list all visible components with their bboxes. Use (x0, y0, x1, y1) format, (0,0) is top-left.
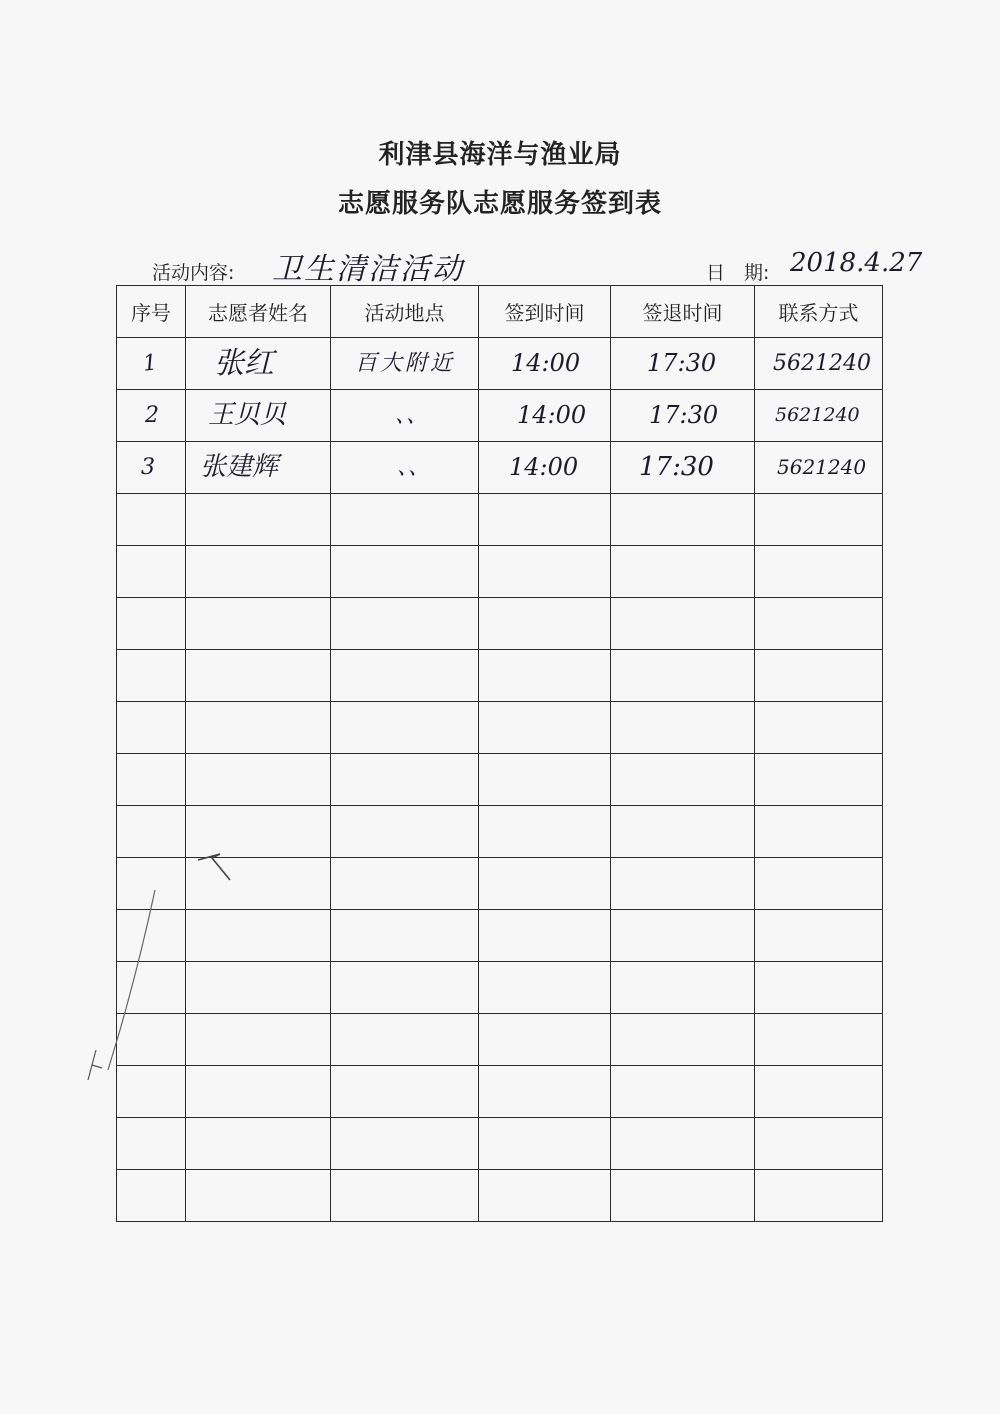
activity-label: 活动内容: (152, 262, 235, 284)
cell-sign-out-time (611, 1066, 755, 1118)
cell-no (117, 702, 186, 754)
cell-place (331, 1066, 479, 1118)
cell-place: 、、 (331, 390, 479, 442)
column-header: 志愿者姓名 (186, 286, 331, 338)
cell-contact: 5621240 (755, 442, 883, 494)
table-row (117, 338, 883, 390)
cell-sign-in-time (479, 1014, 611, 1066)
cell-sign-in-time (479, 598, 611, 650)
cell-name: 王贝贝 (186, 390, 331, 442)
cell-sign-in-time (479, 962, 611, 1014)
cell-sign-in-time (479, 1066, 611, 1118)
column-header: 签到时间 (479, 286, 611, 338)
cell-name (186, 598, 331, 650)
cell-sign-out-time (611, 910, 755, 962)
cell-place (331, 1170, 479, 1222)
cell-contact (755, 910, 883, 962)
cell-sign-in-time (479, 1118, 611, 1170)
cell-place (331, 702, 479, 754)
cell-sign-out-time: 17:30 (611, 442, 755, 494)
date-label: 日 期: (706, 262, 770, 284)
cell-contact (755, 702, 883, 754)
cell-sign-out-time (611, 650, 755, 702)
title-form: 志愿服务队志愿服务签到表 (337, 189, 662, 219)
cell-sign-out-time (611, 858, 755, 910)
cell-no (117, 754, 186, 806)
cell-name (186, 494, 331, 546)
cell-place (331, 962, 479, 1014)
cell-name: 张建辉 (186, 442, 331, 494)
cell-no: 1 (117, 338, 186, 390)
table-row-empty (117, 650, 883, 702)
cell-place (331, 754, 479, 806)
cell-sign-in-time (479, 806, 611, 858)
cell-contact (755, 494, 883, 546)
cell-sign-in-time (479, 494, 611, 546)
table-row-empty (117, 1170, 883, 1222)
cell-sign-out-time (611, 494, 755, 546)
table-row-empty (117, 754, 883, 806)
cell-place (331, 598, 479, 650)
cell-sign-out-time (611, 1118, 755, 1170)
cell-sign-out-time (611, 702, 755, 754)
cell-contact: 5621240 (755, 338, 883, 390)
cell-place (331, 650, 479, 702)
cell-contact (755, 806, 883, 858)
cell-contact (755, 598, 883, 650)
cell-no (117, 494, 186, 546)
cell-place: 百大附近 (331, 338, 479, 390)
cell-place (331, 910, 479, 962)
cell-sign-in-time (479, 858, 611, 910)
cell-contact (755, 962, 883, 1014)
cell-sign-in-time (479, 546, 611, 598)
column-header: 签退时间 (611, 286, 755, 338)
cell-contact (755, 1118, 883, 1170)
column-header: 联系方式 (755, 286, 883, 338)
cell-sign-out-time (611, 546, 755, 598)
cell-name (186, 1118, 331, 1170)
cell-place (331, 806, 479, 858)
activity-value-handwritten: 卫生清洁活动 (272, 252, 464, 287)
cell-no: 3 (117, 442, 186, 494)
cell-contact (755, 858, 883, 910)
cell-name (186, 650, 331, 702)
cell-sign-in-time (479, 650, 611, 702)
cell-name (186, 546, 331, 598)
cell-no (117, 650, 186, 702)
cell-sign-out-time (611, 962, 755, 1014)
title-organization: 利津县海洋与渔业局 (378, 140, 622, 170)
cell-sign-out-time (611, 1170, 755, 1222)
cell-no (117, 1170, 186, 1222)
cell-sign-in-time: 14:00 (479, 390, 611, 442)
cell-sign-in-time: 14:00 (479, 338, 611, 390)
table-row-empty (117, 1118, 883, 1170)
cell-sign-out-time: 17:30 (611, 390, 755, 442)
cell-no (117, 598, 186, 650)
cell-name (186, 1170, 331, 1222)
cell-place (331, 546, 479, 598)
table-row (117, 390, 883, 442)
cell-sign-out-time (611, 1014, 755, 1066)
cell-place (331, 494, 479, 546)
table-row-empty (117, 598, 883, 650)
cell-name (186, 754, 331, 806)
cell-no (117, 1118, 186, 1170)
cell-sign-out-time (611, 754, 755, 806)
cell-no (117, 546, 186, 598)
column-header: 活动地点 (331, 286, 479, 338)
table-header-row (117, 286, 883, 338)
cell-name: 张红 (186, 338, 331, 390)
cell-place: 、、 (331, 442, 479, 494)
cell-contact (755, 1014, 883, 1066)
date-value-handwritten: 2018.4.27 (790, 248, 923, 278)
cell-contact (755, 650, 883, 702)
table-row (117, 442, 883, 494)
table-row-empty (117, 494, 883, 546)
column-header: 序号 (117, 286, 186, 338)
table-row-empty (117, 702, 883, 754)
cell-contact: 5621240 (755, 390, 883, 442)
cell-sign-out-time (611, 806, 755, 858)
cell-sign-out-time (611, 598, 755, 650)
cell-sign-in-time: 14:00 (479, 442, 611, 494)
cell-sign-in-time (479, 910, 611, 962)
table-row-empty (117, 546, 883, 598)
cell-contact (755, 546, 883, 598)
cell-sign-in-time (479, 1170, 611, 1222)
cell-sign-in-time (479, 702, 611, 754)
cell-contact (755, 754, 883, 806)
cell-place (331, 1014, 479, 1066)
cell-contact (755, 1170, 883, 1222)
stray-pen-marks (80, 840, 260, 1100)
cell-sign-out-time: 17:30 (611, 338, 755, 390)
cell-no: 2 (117, 390, 186, 442)
cell-place (331, 858, 479, 910)
cell-name (186, 702, 331, 754)
cell-sign-in-time (479, 754, 611, 806)
cell-place (331, 1118, 479, 1170)
cell-contact (755, 1066, 883, 1118)
